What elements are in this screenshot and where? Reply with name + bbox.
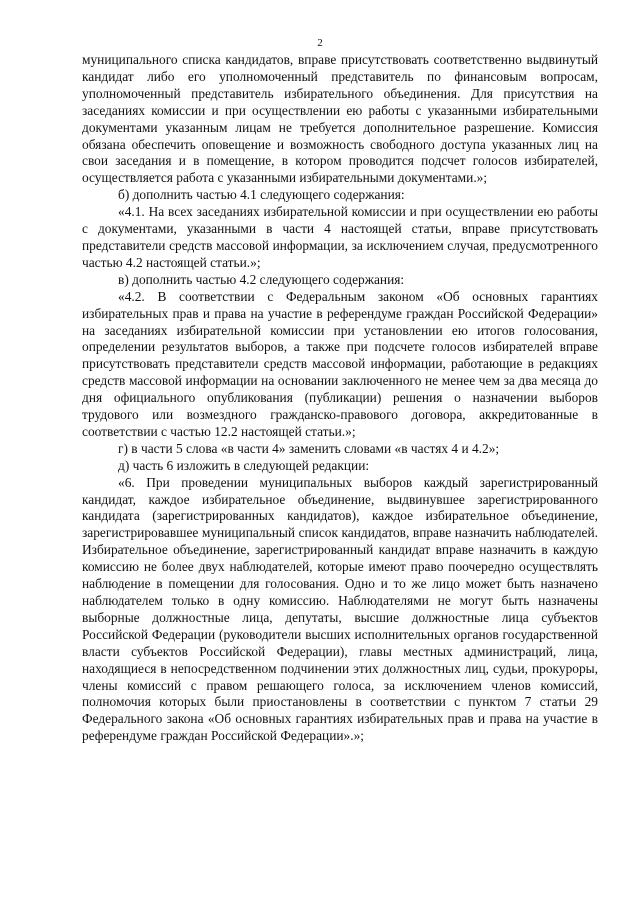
document-body [82,52,598,745]
paragraph-d: д) часть 6 изложить в следующей редакции: [118,457,370,473]
paragraph-part-4-1: «4.1. На всех заседаниях избирательной комиссии и при осуществлении ею работы с документами, указанными в части 4 настоящей статьи, вправе присутствовать представители средств массовой информации, за исключением случая, предусмотренного частью 4.2 настоящей статьи.»; [82,204,598,270]
paragraph-continuation: муниципального списка кандидатов, вправе присутствовать соответственно выдвинутый кандидат либо его уполномоченный представитель по финансовым вопросам, уполномоченный представитель избирательного объединения. Для присутствия на заседаниях комиссии и при осуществлении ею работы с указанными избирательными документами указанным лицам не требуется дополнительное разрешение. Комиссия обязана обеспечить оповещение и возможность свободного доступа указанных лиц на свои заседания и в помещение, в котором проводится подсчет голосов избирателей, осуществляется работа с указанными избирательными документами.»; [82,52,598,186]
paragraph-v: в) дополнить частью 4.2 следующего содержания: [118,271,405,287]
page-number: 2 [317,37,323,49]
paragraph-b: б) дополнить частью 4.1 следующего содержания: [118,187,405,203]
paragraph-part-6: «6. При проведении муниципальных выборов каждый зарегистрированный кандидат, каждое избирательное объединение, выдвинувшее зарегистрированного кандидата (зарегистрированных кандидатов), каждое избирательное объединение, зарегистрировавшее муниципальный список кандидатов, вправе назначить наблюдателей. Избирательное объединение, зарегистрированный кандидат вправе назначить в каждую комиссию не более двух наблюдателей, которые имеют право поочередно осуществлять наблюдение в помещении для голосования. Одно и то же лицо может быть назначено наблюдателем только в одну комиссию. Наблюдателями не могут быть назначены выборные должностные лица, депутаты, высшие должностные лица субъектов Российской Федерации (руководители высших исполнительных органов государственной власти субъектов Российской Федерации), главы местных администраций, лица, находящиеся в непосредственном подчинении этих должностных лиц, судьи, прокуроры, члены комиссий с правом решающего голоса, за исключением членов комиссий, полномочия которых были приостановлены в соответствии с пунктом 7 статьи 29 Федерального закона «Об основных гарантиях избирательных прав и права на участие в референдуме граждан Российской Федерации».»; [82,474,598,744]
paragraph-g: г) в части 5 слова «в части 4» заменить словами «в частях 4 и 4.2»; [118,440,500,456]
paragraph-part-4-2: «4.2. В соответствии с Федеральным законом «Об основных гарантиях избирательных прав и права на участие в референдуме граждан Российской Федерации» на заседаниях избирательной комиссии при установлении ею итогов голосования, определении результатов выборов, а также при подсчете голосов избирателей вправе присутствовать представители средств массовой информации, работающие в редакциях средств массовой информации на основании заключенного не менее чем за два месяца до дня официального опубликования (публикации) решения о назначении выборов трудового или возмездного гражданско-правового договора, аккредитованные в соответствии с частью 12.2 настоящей статьи.»; [82,288,598,439]
